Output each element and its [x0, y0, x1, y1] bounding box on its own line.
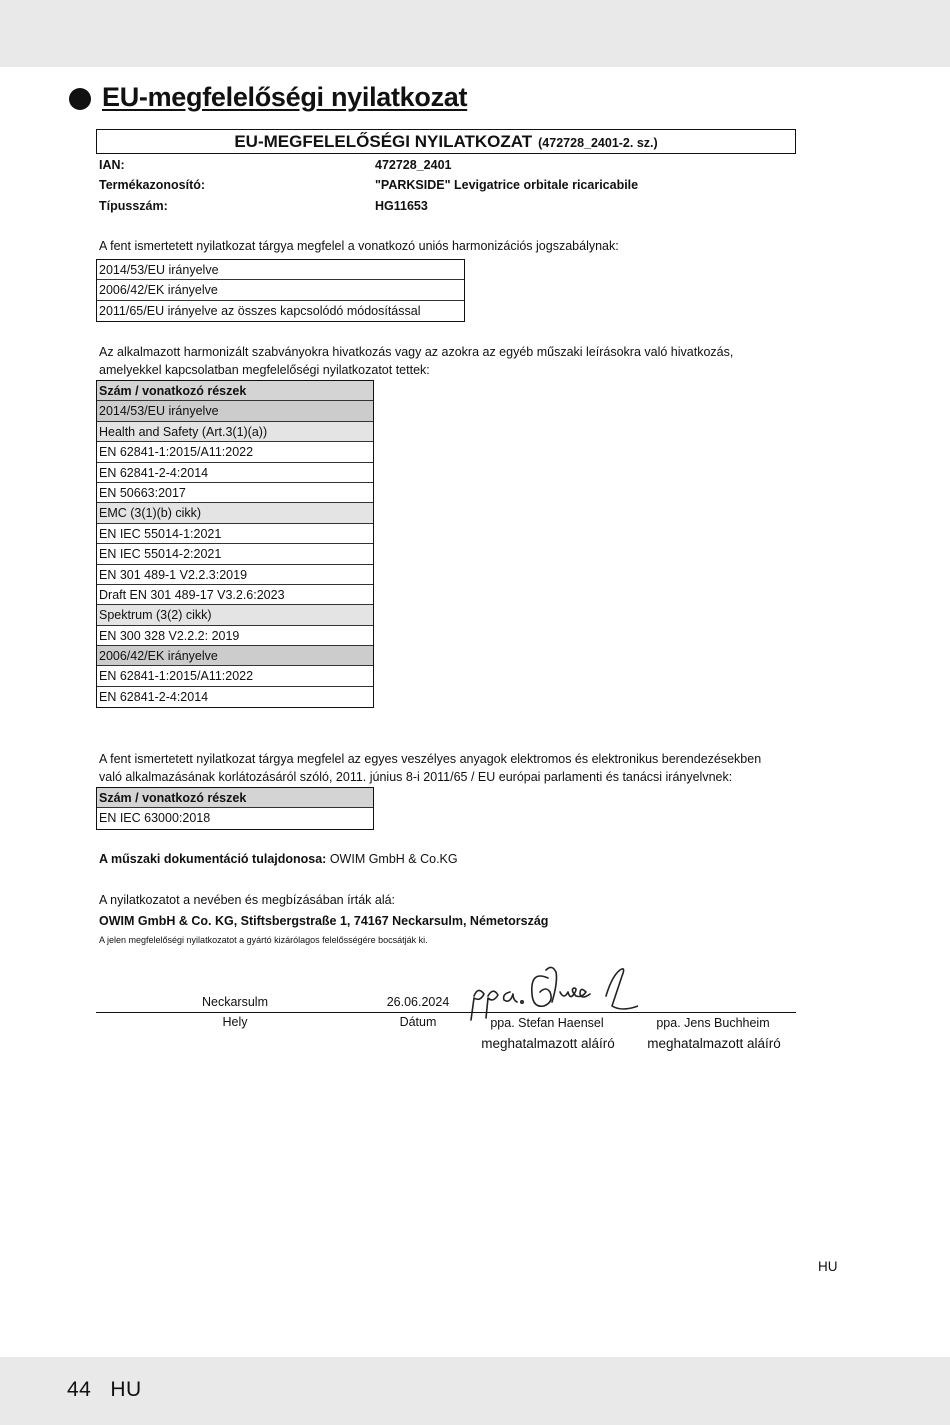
date-label: Dátum — [399, 1015, 437, 1029]
place-label: Hely — [222, 1015, 248, 1029]
intro-rohs-line1: A fent ismertetett nyilatkozat tárgya megfelel az egyes veszélyes anyagok elektromos és elektronikus berendezésekben — [99, 752, 762, 766]
signer-1-role: meghatalmazott aláíró — [481, 1036, 615, 1051]
field-label-ian: IAN: — [99, 158, 125, 172]
field-label-product-id: Termékazonosító: — [99, 178, 206, 192]
date-value: 26.06.2024 — [386, 995, 450, 1009]
standards-group-row: 2014/53/EU irányelve — [97, 401, 373, 421]
field-value-type: HG11653 — [375, 199, 428, 213]
standard-row: EN IEC 55014-2:2021 — [97, 544, 373, 564]
page-number: 44 — [67, 1378, 92, 1401]
declaration-number: (472728_2401-2. sz.) — [538, 136, 658, 150]
standards-table — [96, 380, 374, 708]
signer-2-name: ppa. Jens Buchheim — [656, 1016, 770, 1030]
intro-standards-line2: amelyekkel kapcsolatban megfelelőségi nyilatkozatot tettek: — [99, 363, 430, 377]
intro-directives: A fent ismertetett nyilatkozat tárgya megfelel a vonatkozó uniós harmonizációs jogszabálynak: — [99, 239, 619, 253]
standard-row: EN 300 328 V2.2.2: 2019 — [97, 626, 373, 646]
responsibility-note: A jelen megfelelőségi nyilatkozatot a gyártó kizárólagos felelősségére bocsátják ki. — [99, 935, 428, 945]
directive-row: 2014/53/EU irányelve — [97, 260, 464, 280]
doc-owner-value: OWIM GmbH & Co.KG — [326, 852, 458, 866]
standard-row: EN IEC 55014-1:2021 — [97, 524, 373, 544]
corner-language: HU — [818, 1259, 838, 1274]
field-value-product-id: "PARKSIDE" Levigatrice orbitale ricaricabile — [375, 178, 639, 192]
rohs-header: Szám / vonatkozó részek — [97, 788, 373, 808]
declaration-title: EU-MEGFELELŐSÉGI NYILATKOZAT — [234, 132, 533, 151]
page-heading: EU-megfelelőségi nyilatkozat — [102, 82, 468, 112]
signer-1-name: ppa. Stefan Haensel — [490, 1016, 604, 1030]
declaration-title-box — [96, 129, 796, 154]
standard-row: EN 62841-2-4:2014 — [97, 463, 373, 483]
signature — [466, 962, 638, 1024]
doc-owner — [99, 852, 458, 866]
standards-group-row: 2006/42/EK irányelve — [97, 646, 373, 666]
directives-table — [96, 259, 465, 322]
field-value-ian: 472728_2401 — [375, 158, 452, 172]
place-value: Neckarsulm — [202, 995, 268, 1009]
signed-for: A nyilatkozatot a nevében és megbízásában írták alá: — [99, 893, 396, 907]
directive-row: 2011/65/EU irányelve az összes kapcsolódó módosítással — [99, 303, 421, 318]
standard-row: EN 301 489-1 V2.2.3:2019 — [97, 565, 373, 585]
rohs-table — [96, 787, 374, 830]
page-language: HU — [110, 1378, 142, 1401]
standard-row: EN 62841-1:2015/A11:2022 — [97, 442, 373, 462]
bottom-band — [0, 1357, 950, 1425]
standards-section-row: Spektrum (3(2) cikk) — [97, 605, 373, 625]
bullet-icon — [69, 88, 91, 110]
top-band — [0, 0, 950, 67]
standard-row: EN 62841-2-4:2014 — [99, 689, 209, 704]
signature-line — [96, 1012, 796, 1013]
signer-2-role: meghatalmazott aláíró — [647, 1036, 781, 1051]
standards-header: Szám / vonatkozó részek — [97, 381, 373, 401]
page-footer — [67, 1378, 142, 1402]
standards-section-row: EMC (3(1)(b) cikk) — [97, 503, 373, 523]
doc-owner-label: A műszaki dokumentáció tulajdonosa: — [99, 852, 327, 866]
standard-row: EN 50663:2017 — [97, 483, 373, 503]
company-address: OWIM GmbH & Co. KG, Stiftsbergstraße 1, 74167 Neckarsulm, Németország — [99, 914, 549, 928]
rohs-row: EN IEC 63000:2018 — [99, 811, 211, 826]
field-label-type: Típusszám: — [99, 199, 168, 213]
directive-row: 2006/42/EK irányelve — [97, 280, 464, 300]
intro-standards-line1: Az alkalmazott harmonizált szabványokra hivatkozás vagy az azokra az egyéb műszaki leírásokra való hivatkozás, — [99, 345, 734, 359]
intro-rohs-line2: való alkalmazásának korlátozásáról szóló, 2011. június 8-i 2011/65 / EU európai parlamenti és tanácsi irányelvnek: — [99, 770, 733, 784]
standard-row: EN 62841-1:2015/A11:2022 — [97, 666, 373, 686]
standard-row: Draft EN 301 489-17 V3.2.6:2023 — [97, 585, 373, 605]
standards-section-row: Health and Safety (Art.3(1)(a)) — [97, 422, 373, 442]
